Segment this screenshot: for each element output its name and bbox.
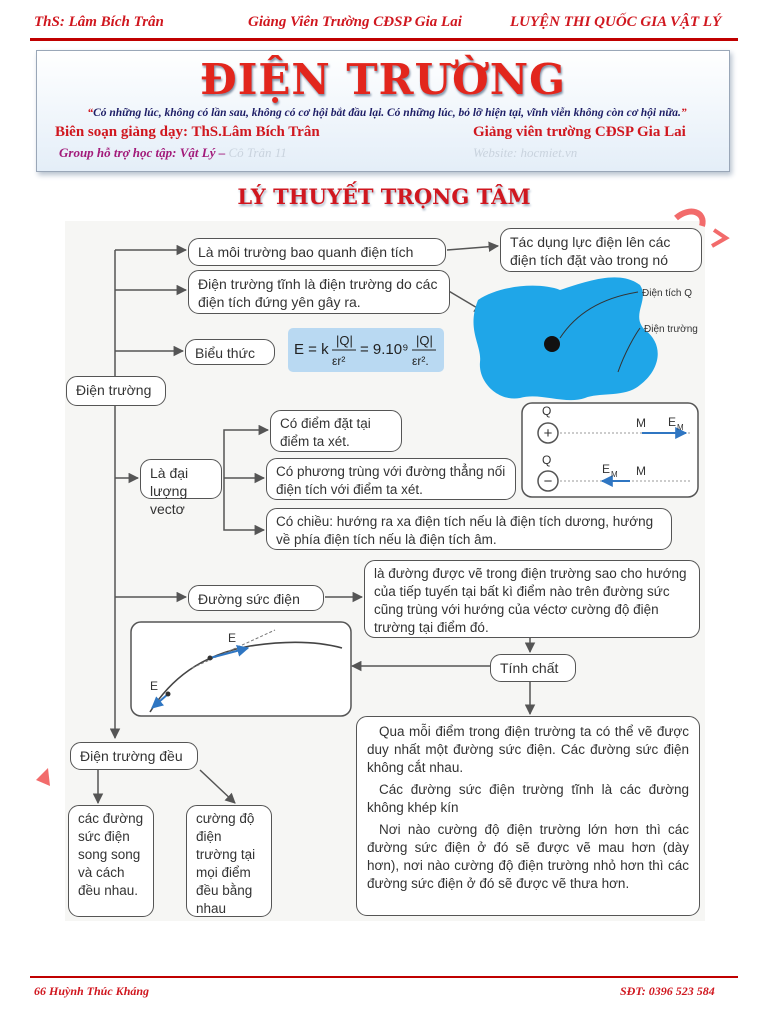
compiler-label: Biên soạn giảng dạy:	[55, 124, 188, 140]
curve-e-label-top: E	[228, 631, 237, 645]
node-expression: Biểu thức	[185, 339, 275, 365]
quote: “Có những lúc, không có lần sau, không có cơ hội bắt đầu lại. Có những lúc, bỏ lỡ hiện tại, vĩnh viễn không còn cơ hội nữa.”	[87, 107, 687, 119]
formula-svg	[288, 328, 444, 372]
node-field-line: Đường sức điện	[188, 585, 324, 611]
header-center: Giảng Viên Trường CĐSP Gia Lai	[248, 14, 462, 30]
node-vec2: Có phương trùng với đường thẳng nối điện tích với điểm ta xét.	[266, 458, 516, 500]
quote-text: Có những lúc, không có lần sau, không có cơ hội bắt đầu lại. Có những lúc, bỏ lỡ hiện tại, vĩnh viễn không còn cơ hội nữa.	[93, 107, 681, 119]
node-properties-list	[356, 716, 700, 916]
page-title: ĐIỆN TRƯỜNG	[199, 55, 566, 104]
group-label: Group hỗ trợ học tập: Vật Lý –	[59, 145, 226, 160]
formula-box	[288, 328, 444, 372]
node-vec1: Có điểm đặt tại điểm ta xét.	[270, 410, 402, 452]
section-title: LÝ THUYẾT TRỌNG TÂM	[237, 184, 531, 209]
property-1: Qua mỗi điểm trong điện trường ta có thể vẽ được duy nhất một đường sức điện. Các đường sức điện không cắt nhau.	[367, 724, 689, 775]
node-vec3: Có chiều: hướng ra xa điện tích nếu là điện tích dương, hướng về phía điện tích nếu là điện tích âm.	[266, 508, 672, 550]
field-region-blob	[473, 277, 657, 400]
property-2: Các đường sức điện trường tĩnh là các đường không khép kín	[367, 782, 689, 815]
svg-text:|Q|: |Q|	[336, 333, 353, 348]
property-3: Nơi nào cường độ điện trường lớn hơn thì các đường sức điện ở đó sẽ được vẽ mau hơn (dày hơn), nơi nào cường độ điện trường nhỏ hơn thì các đường sức điện ở đó sẽ được vẽ thưa hơn.	[367, 822, 689, 891]
lecturer: Giảng viên trường CĐSP Gia Lai	[473, 124, 686, 140]
node-def1-note: Tác dụng lực điện lên các điện tích đặt vào trong nó	[500, 228, 702, 272]
svg-text:E = k: E = k	[294, 341, 329, 358]
em-label-1: E	[668, 415, 677, 429]
svg-text:εr².: εr².	[412, 354, 429, 368]
header-right: LUYỆN THI QUỐC GIA VẬT LÝ	[510, 14, 722, 30]
svg-text:|Q|: |Q|	[416, 333, 433, 348]
point-m-1: M	[636, 416, 646, 430]
node-def1: Là môi trường bao quanh điện tích	[188, 238, 446, 266]
node-uniform: Điện trường đều	[70, 742, 198, 770]
node-field-line-def: là đường được vẽ trong điện trường sao cho hướng của tiếp tuyến tại bất kì điểm nào trên đường sức cũng trùng với hướng của véctơ cường độ điện trường tại điểm đó.	[364, 560, 700, 638]
svg-text:+: +	[543, 425, 553, 442]
neg-charge-label: Q	[542, 453, 552, 467]
pos-charge-label: Q	[542, 404, 552, 418]
em-sub-2: M	[611, 470, 618, 479]
node-def2: Điện trường tĩnh là điện trường do các điện tích đứng yên gây ra.	[188, 270, 450, 314]
node-uniform1: các đường sức điện song song và cách đều nhau.	[68, 805, 154, 917]
group-name: Cô Trân 11	[228, 145, 287, 160]
point-m-2: M	[636, 464, 646, 478]
em-label-2: E	[602, 462, 611, 476]
website: Website: hocmiet.vn	[473, 145, 578, 160]
compiler-name: ThS.Lâm Bích Trân	[191, 124, 320, 140]
node-vector: Là đại lượng vectơ	[140, 459, 222, 499]
node-root: Điện trường	[66, 376, 166, 406]
svg-text:εr²: εr²	[332, 354, 346, 368]
em-sub-1: M	[677, 423, 684, 432]
blob-label-field: Điện trường	[644, 324, 698, 335]
footer-rule	[30, 976, 738, 978]
svg-text:−: −	[543, 473, 553, 490]
header-author: ThS: Lâm Bích Trân	[34, 14, 164, 30]
curve-e-label-bottom: E	[150, 679, 159, 693]
footer-phone: SĐT: 0396 523 584	[620, 984, 715, 998]
node-uniform2: cường độ điện trường tại mọi điểm đều bằng nhau	[186, 805, 272, 917]
node-properties: Tính chất	[490, 654, 576, 682]
svg-text:= 9.10⁹: = 9.10⁹	[360, 341, 409, 358]
footer-address: 66 Huỳnh Thúc Kháng	[34, 984, 150, 998]
blob-label-charge: Điện tích Q	[642, 288, 693, 299]
charge-q-dot	[544, 336, 560, 352]
